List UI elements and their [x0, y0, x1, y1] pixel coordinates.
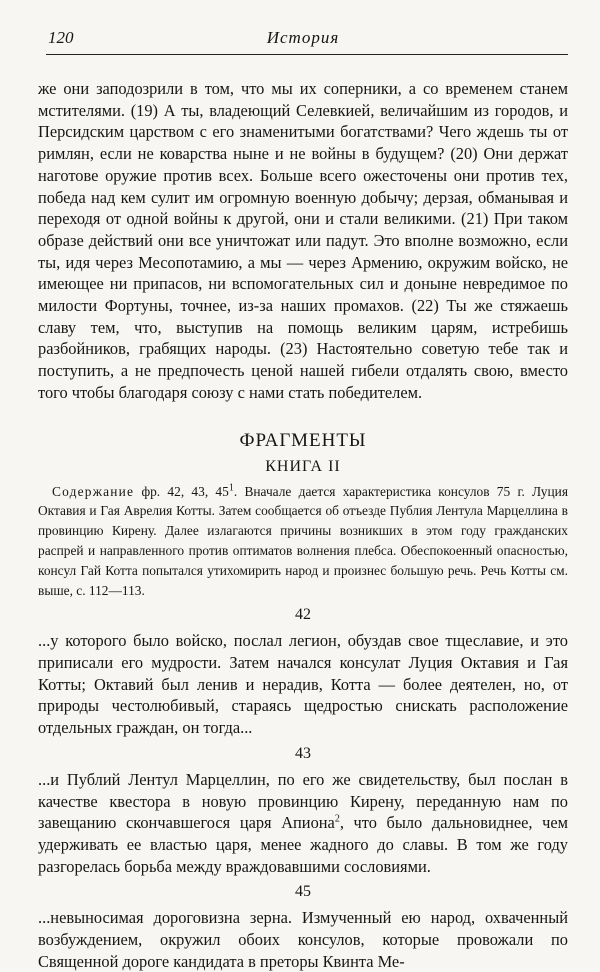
fragment-text	[38, 769, 568, 878]
fragment-text: ...у которого было войско, послал легион, обуздав свое тщеславие, и это приписали его мудрости. Затем начался консулат Луция Октавия и Гая Котты; Октавий был ленив и нерадив, Котта — более деятелен, но, от природы честолюбивый, стараясь щедростью снискать расположение отдельных граждан, он тогда...	[38, 631, 568, 738]
summary-text: . Вначале дается характеристика консулов 75 г. Луция Октавия и Гая Аврелия Котты. Затем сообщается об отъезде Публия Лентула Марцеллина в провинцию Кирену. Далее излагаются причины возникших в этом году гражданских распрей и направленного против оптиматов волнения плебса. Обеспокоенный опасностью, консул Гай Котта попытался утихомирить народ и произнес большую речь. Речь Котты см. выше, с. 112—113.	[38, 483, 568, 598]
book-title: КНИГА II	[265, 457, 341, 475]
section-title: ФРАГМЕНТЫ	[239, 429, 367, 451]
fragment-number: 43	[295, 744, 311, 762]
footnote-mark: 1	[228, 482, 234, 494]
summary-label: Содержание	[52, 483, 135, 499]
fragment-number: 45	[295, 883, 311, 901]
summary-refs: фр. 42, 43, 45	[134, 483, 229, 499]
page-number: 120	[48, 28, 74, 47]
summary-paragraph	[38, 482, 568, 601]
footnote-mark: 2	[334, 813, 340, 825]
fragment-text-part: , что было дальновиднее, чем удерживать ее властью царя, менее жадного до славы. В том же году разгорелась борьба между враждовавшими сословиями.	[38, 813, 568, 876]
running-title: История	[266, 28, 340, 47]
intro-paragraph: же они заподозрили в том, что мы их соперники, а со временем станем мстителями. (19) А ты, владеющий Селевкией, величайшим из городов, и Персидским царством с его знаменитыми богатствами? Чего ждешь ты от римлян, если не коварства ныне и не войны в будущем? (20) Они держат наготове оружие против всех. Больше всего ожесточены они против тех, победа над кем сулит им огромную военную добычу; дерзая, обманывая и переходя от одной войны к другой, они и стали великими. (21) При таком образе действий они все уничтожат или падут. Это вполне возможно, если ты, идя через Месопотамию, а мы — через Армению, окружим войско, не имеющее ни припасов, ни вспомогательных сил и доныне невредимое по милости Фортуны, точнее, из-за наших промахов. (22) Ты же стяжаешь славу тем, что, выступив на помощь великим царям, истребишь разбойников, грабящих народы. (23) Настоятельно советую тебе так и поступить, а не предпочесть ценой нашей гибели отдалять свою, вместо того чтобы благодаря союзу с нами стать победителем.	[38, 79, 568, 402]
running-head	[38, 0, 568, 58]
fragment-text: ...невыносимая дороговизна зерна. Измученный ею народ, охваченный возбуждением, окружил обоих консулов, которые провожали по Священной дороге кандидата в преторы Квинта Ме-	[38, 908, 568, 971]
fragment-number: 42	[295, 606, 311, 624]
fragment-text-part: ...и Публий Лентул Марцеллин, по его же свидетельству, был послан в качестве квестора в новую провинцию Кирену, переданную нам по завещанию скончавшегося царя Апиона	[38, 769, 568, 833]
header-rule	[46, 54, 568, 55]
